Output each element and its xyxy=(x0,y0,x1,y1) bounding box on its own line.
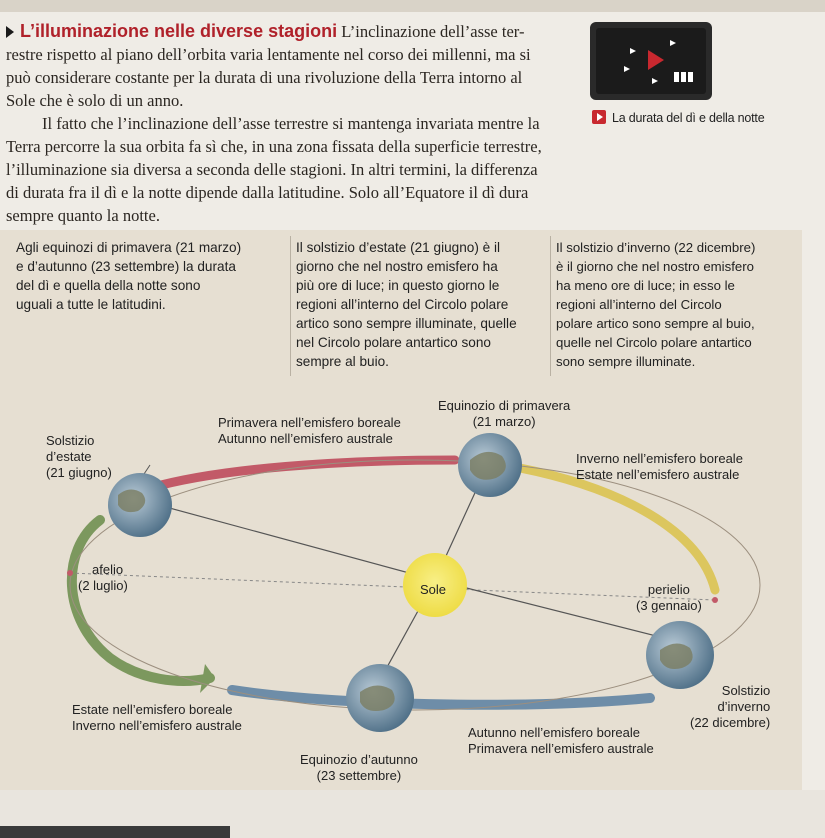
col2-line: regioni all’interno del Circolo polare xyxy=(296,297,509,312)
col3-line: regioni all’interno del Circolo xyxy=(556,297,722,312)
column-winter-solstice xyxy=(556,238,796,371)
para2-line-3: di durata fra il dì e la notte dipende dalla latitudine. Solo all’Equatore il dì dura xyxy=(6,183,529,202)
page-top-edge xyxy=(0,0,825,12)
column-summer-solstice xyxy=(296,238,546,371)
col3-line: quelle nel Circolo polare antartico xyxy=(556,335,752,350)
title-line xyxy=(6,20,586,43)
label-text: d’inverno xyxy=(717,699,771,714)
col3-line: polare artico sono sempre al buio, xyxy=(556,316,755,331)
label-text: Autunno nell’emisfero boreale xyxy=(468,725,640,740)
label-text: Solstizio xyxy=(721,683,771,698)
col3-line: ha meno ore di luce; in esso le xyxy=(556,278,735,293)
bullet-icon xyxy=(6,26,14,38)
col2-line: Il solstizio d’estate (21 giugno) è il xyxy=(296,240,501,255)
label-aphelion xyxy=(78,562,128,594)
col2-line: nel Circolo polare antartico sono xyxy=(296,335,491,350)
col2-line: artico sono sempre illuminate, quelle xyxy=(296,316,517,331)
label-perihelion xyxy=(636,582,702,614)
label-equinox-spring xyxy=(438,398,570,430)
label-winter-solstice xyxy=(690,683,770,731)
label-text: Equinozio di primavera xyxy=(438,398,571,413)
orbit-axis xyxy=(70,573,715,600)
video-icon xyxy=(590,22,712,100)
label-text: Primavera nell’emisfero boreale xyxy=(218,415,401,430)
label-text: Equinozio d’autunno xyxy=(300,752,418,767)
video-link[interactable] xyxy=(592,110,764,125)
perihelion-dot xyxy=(712,597,718,603)
section-text xyxy=(6,20,586,227)
label-equinox-autumn xyxy=(300,752,418,784)
col3-line: è il giorno che nel nostro emisfero xyxy=(556,259,754,274)
label-text: Autunno nell’emisfero australe xyxy=(218,431,393,446)
para1-line-2: può considerare costante per la durata di una rivoluzione della Terra intorno al xyxy=(6,68,523,87)
label-sun xyxy=(420,582,446,598)
label-text: Inverno nell’emisfero australe xyxy=(72,718,242,733)
label-text: afelio xyxy=(92,562,124,577)
label-text: perielio xyxy=(647,582,690,597)
para2-line-1: Terra percorre la sua orbita fa sì che, in una zona fissata della superficie terrestre, xyxy=(6,137,542,156)
col1-line: Agli equinozi di primavera (21 marzo) xyxy=(16,240,242,255)
earth-autumn-equinox xyxy=(346,664,414,732)
label-text: Sole xyxy=(420,582,447,597)
col1-line: del dì e quella della notte sono xyxy=(16,278,201,293)
para1-line-0: L’inclinazione dell’asse ter- xyxy=(341,22,525,41)
col1-line: uguali a tutte le latitudini. xyxy=(16,297,166,312)
col1-line: e d’autunno (23 settembre) la durata xyxy=(16,259,236,274)
section-title: L’illuminazione nelle diverse stagioni xyxy=(20,21,338,41)
label-text: (21 marzo) xyxy=(472,414,536,429)
col2-line: più ore di luce; in questo giorno le xyxy=(296,278,500,293)
orbit-arrow-spring xyxy=(150,460,455,488)
label-text: Estate nell’emisfero boreale xyxy=(72,702,233,717)
label-autumn-seasons xyxy=(468,725,654,757)
footer-band xyxy=(0,826,230,838)
aphelion-dot xyxy=(67,570,73,576)
label-winter-seasons xyxy=(576,451,743,483)
column-divider xyxy=(550,236,551,376)
column-divider xyxy=(290,236,291,376)
para2-line-0: Il fatto che l’inclinazione dell’asse terrestre si mantenga invariata mentre la xyxy=(42,114,540,133)
label-summer-seasons xyxy=(72,702,242,734)
label-text: d’estate xyxy=(46,449,92,464)
label-text: Primavera nell’emisfero australe xyxy=(468,741,654,756)
earth-winter-solstice xyxy=(646,621,714,689)
label-text: Inverno nell’emisfero boreale xyxy=(576,451,743,466)
label-text: (2 luglio) xyxy=(78,578,128,593)
para1-line-3: Sole che è solo di un anno. xyxy=(6,91,184,110)
earth-summer-solstice xyxy=(108,473,172,537)
label-text: (22 dicembre) xyxy=(690,715,771,730)
label-summer-solstice xyxy=(46,433,112,481)
earth-spring-equinox xyxy=(458,433,522,497)
sun-ray-line xyxy=(140,500,435,580)
para2-line-4: sempre quanto la notte. xyxy=(6,206,160,225)
label-text: Estate nell’emisfero australe xyxy=(576,467,740,482)
orbit-arrow-summer xyxy=(72,520,210,681)
col2-line: sempre al buio. xyxy=(296,354,389,369)
col2-line: giorno che nel nostro emisfero ha xyxy=(296,259,498,274)
label-text: (3 gennaio) xyxy=(636,598,702,613)
para2-line-2: l’illuminazione sia diversa a seconda delle stagioni. In altri termini, la differenza xyxy=(6,160,538,179)
label-spring-seasons xyxy=(218,415,401,447)
video-thumbnail[interactable] xyxy=(590,22,712,100)
video-link-label: La durata del dì e della notte xyxy=(612,111,765,125)
label-text: Solstizio xyxy=(46,433,95,448)
label-text: (23 settembre) xyxy=(316,768,402,783)
column-equinoxes xyxy=(16,238,286,314)
para1-line-1: restre rispetto al piano dell’orbita varia lentamente nel corso dei millenni, ma si xyxy=(6,45,531,64)
label-text: (21 giugno) xyxy=(46,465,112,480)
col3-line: Il solstizio d’inverno (22 dicembre) xyxy=(556,240,756,255)
play-icon xyxy=(592,110,606,124)
col3-line: sono sempre illuminate. xyxy=(556,354,696,369)
orbit-arrow-winter xyxy=(520,468,715,590)
